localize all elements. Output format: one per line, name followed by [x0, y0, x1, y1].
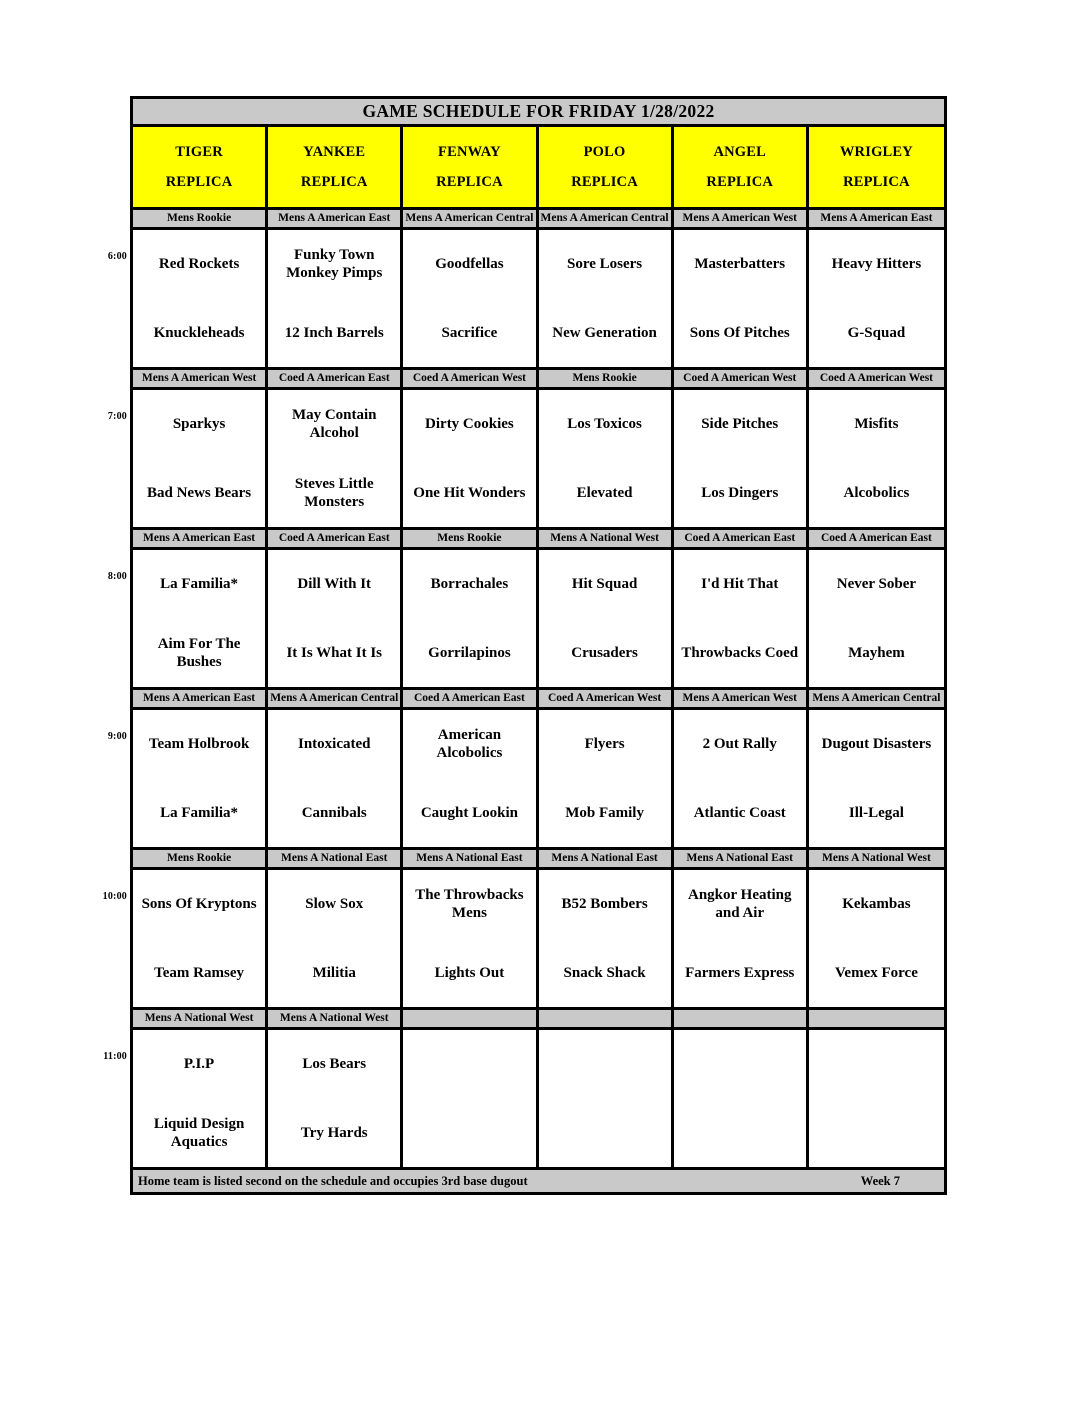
league-label: Mens A National East — [268, 850, 403, 867]
away-team-name: Dill With It — [297, 576, 372, 593]
league-label: Mens A National East — [674, 850, 809, 867]
league-label: Mens A American East — [809, 210, 944, 227]
game-cell — [268, 550, 403, 687]
home-team-name: Try Hards — [300, 1124, 368, 1141]
away-team-name: Kekambas — [842, 896, 911, 913]
game-cell — [674, 1030, 809, 1167]
home-team-name: Sacrifice — [441, 324, 498, 341]
away-team-name: Los Toxicos — [567, 416, 642, 433]
away-team-name — [674, 1030, 806, 1099]
game-cell — [403, 550, 538, 687]
away-team-name: B52 Bombers — [561, 896, 648, 913]
field-name: TIGER — [175, 143, 223, 160]
games-row-700 — [107, 390, 944, 530]
game-cell — [539, 1030, 674, 1167]
away-team-name: May Contain Alcohol — [291, 407, 377, 442]
home-team-name — [403, 1099, 535, 1168]
away-team-name: La Familia* — [160, 576, 239, 593]
field-type: REPLICA — [165, 173, 233, 190]
home-team-name: Steves Little Monsters — [294, 475, 374, 510]
game-cell — [539, 550, 674, 687]
game-cell — [403, 1030, 538, 1167]
field-type: REPLICA — [571, 173, 638, 190]
league-label: Mens A National East — [403, 850, 538, 867]
away-team-name: Team Holbrook — [148, 736, 250, 753]
game-cell — [133, 390, 268, 527]
game-cell — [809, 390, 944, 527]
away-team-name: P.I.P — [183, 1056, 215, 1073]
league-row-700 — [133, 370, 944, 390]
game-cell — [809, 230, 944, 367]
league-row-900 — [133, 690, 944, 710]
field-type: REPLICA — [706, 173, 774, 190]
league-label: Mens A American West — [674, 690, 809, 707]
away-team-name: Dugout Disasters — [821, 736, 932, 753]
time-label: 9:00 — [107, 731, 127, 742]
league-label: Coed A American West — [539, 690, 674, 707]
field-header-fenway — [403, 127, 538, 207]
home-team-name — [674, 1099, 806, 1168]
league-label: Mens A American Central — [809, 690, 944, 707]
home-team-name — [539, 1099, 671, 1168]
league-label: Mens A American West — [133, 370, 268, 387]
game-cell — [403, 390, 538, 527]
home-team-name: Aim For The Bushes — [157, 635, 241, 670]
away-team-name: Los Bears — [302, 1056, 367, 1073]
field-header-polo — [539, 127, 674, 207]
away-team-name: Angkor Heating and Air — [688, 887, 792, 922]
league-label — [539, 1010, 674, 1027]
away-team-name: Masterbatters — [694, 256, 786, 273]
away-team-name: Hit Squad — [571, 576, 638, 593]
game-cell — [133, 230, 268, 367]
league-row-800 — [133, 530, 944, 550]
away-team-name: Flyers — [584, 736, 625, 753]
field-name: ANGEL — [713, 143, 767, 160]
game-cell — [133, 870, 268, 1007]
home-team-name: Farmers Express — [685, 964, 795, 981]
field-header-tiger — [133, 127, 268, 207]
game-cell — [268, 390, 403, 527]
game-cell — [674, 390, 809, 527]
home-team-name: Alcobolics — [843, 484, 910, 501]
league-label: Mens A National West — [539, 530, 674, 547]
game-cell — [809, 1030, 944, 1167]
league-label: Mens Rookie — [133, 850, 268, 867]
away-team-name: I'd Hit That — [701, 576, 779, 593]
field-header-row — [133, 127, 944, 210]
home-team-name: Mob Family — [565, 804, 644, 821]
away-team-name: Borrachales — [430, 576, 509, 593]
home-team-name: Los Dingers — [701, 484, 779, 501]
game-cell — [403, 230, 538, 367]
away-team-name: Sparkys — [172, 416, 226, 433]
league-label: Coed A American East — [268, 530, 403, 547]
home-team-name: Team Ramsey — [154, 964, 244, 981]
league-label — [809, 1010, 944, 1027]
game-cell — [674, 550, 809, 687]
home-team-name: Caught Lookin — [420, 804, 518, 821]
game-cell — [403, 870, 538, 1007]
league-label: Coed A American East — [403, 690, 538, 707]
game-cell — [809, 710, 944, 847]
away-team-name: Intoxicated — [297, 736, 371, 753]
league-label: Coed A American West — [403, 370, 538, 387]
field-name: YANKEE — [303, 143, 366, 160]
home-team-name: Snack Shack — [563, 964, 646, 981]
games-row-600 — [107, 230, 944, 370]
league-label: Mens A American West — [674, 210, 809, 227]
time-label: 11:00 — [103, 1051, 127, 1062]
away-team-name — [403, 1030, 535, 1099]
away-team-name: Funky Town Monkey Pimps — [286, 247, 383, 282]
away-team-name: American Alcobolics — [436, 727, 503, 762]
away-team-name: Sons Of Kryptons — [141, 896, 257, 913]
field-header-angel — [674, 127, 809, 207]
home-team-name: It Is What It Is — [286, 644, 383, 661]
league-label: Mens Rookie — [133, 210, 268, 227]
away-team-name: 2 Out Rally — [702, 736, 777, 753]
away-team-name: Misfits — [854, 416, 899, 433]
home-team-name: One Hit Wonders — [413, 484, 526, 501]
league-label: Coed A American West — [674, 370, 809, 387]
home-team-name: Ill-Legal — [848, 804, 904, 821]
away-team-name: Red Rockets — [158, 256, 240, 273]
games-row-900 — [107, 710, 944, 850]
league-label: Mens A National West — [133, 1010, 268, 1027]
time-label: 7:00 — [107, 411, 127, 422]
field-name: POLO — [583, 143, 626, 160]
league-label: Coed A American West — [809, 370, 944, 387]
league-row-600 — [133, 210, 944, 230]
games-row-1000 — [102, 870, 944, 1010]
game-cell — [403, 710, 538, 847]
game-cell — [133, 550, 268, 687]
game-cell — [268, 1030, 403, 1167]
away-team-name: Slow Sox — [305, 896, 364, 913]
home-team-name: Atlantic Coast — [693, 804, 786, 821]
game-cell — [809, 870, 944, 1007]
home-team-name: 12 Inch Barrels — [284, 324, 384, 341]
field-name: FENWAY — [438, 143, 501, 160]
home-team-name: Crusaders — [571, 644, 638, 661]
league-label: Coed A American East — [809, 530, 944, 547]
game-cell — [133, 710, 268, 847]
footer-bar — [133, 1170, 944, 1192]
away-team-name: Never Sober — [836, 576, 917, 593]
game-cell — [809, 550, 944, 687]
away-team-name: The Throwbacks Mens — [415, 887, 524, 922]
games-row-800 — [107, 550, 944, 690]
week-label: Week 7 — [860, 1173, 900, 1188]
home-team-name: Throwbacks Coed — [681, 644, 799, 661]
game-cell — [539, 390, 674, 527]
game-cell — [674, 230, 809, 367]
home-team-name: Elevated — [576, 484, 633, 501]
league-label — [674, 1010, 809, 1027]
field-type: REPLICA — [436, 173, 503, 190]
field-header-wrigley — [809, 127, 944, 207]
game-cell — [539, 230, 674, 367]
home-team-name: La Familia* — [160, 804, 239, 821]
league-label: Mens A American Central — [403, 210, 538, 227]
home-team-name: Knuckleheads — [153, 324, 245, 341]
league-label: Mens A National West — [268, 1010, 403, 1027]
home-team-name: New Generation — [552, 324, 657, 341]
home-team-name: Mayhem — [848, 644, 905, 661]
league-row-1000 — [133, 850, 944, 870]
league-label: Coed A American East — [268, 370, 403, 387]
away-team-name: Heavy Hitters — [831, 256, 922, 273]
home-team-name: Gorrilapinos — [428, 644, 511, 661]
home-team-name: Cannibals — [301, 804, 367, 821]
league-label: Mens A National West — [809, 850, 944, 867]
home-team-name: Vemex Force — [834, 964, 918, 981]
away-team-name — [539, 1030, 671, 1099]
league-label: Mens Rookie — [539, 370, 674, 387]
league-label: Mens A American Central — [539, 210, 674, 227]
schedule-table — [102, 96, 947, 1195]
home-team-name: Militia — [312, 964, 356, 981]
away-team-name — [809, 1030, 944, 1099]
game-cell — [539, 870, 674, 1007]
away-team-name: Side Pitches — [701, 416, 779, 433]
game-cell — [268, 870, 403, 1007]
league-label — [403, 1010, 538, 1027]
game-cell — [674, 870, 809, 1007]
away-team-name: Goodfellas — [435, 256, 504, 273]
away-team-name: Sore Losers — [567, 256, 643, 273]
page-title: GAME SCHEDULE FOR FRIDAY 1/28/2022 — [133, 99, 944, 127]
footer-note: Home team is listed second on the schedule and occupies 3rd base dugout — [138, 1173, 528, 1188]
game-cell — [268, 230, 403, 367]
away-team-name: Dirty Cookies — [425, 416, 514, 433]
league-row-1100 — [133, 1010, 944, 1030]
league-label: Mens Rookie — [403, 530, 538, 547]
time-label: 10:00 — [102, 891, 127, 902]
game-cell — [133, 1030, 268, 1167]
field-type: REPLICA — [843, 173, 910, 190]
league-label: Coed A American East — [674, 530, 809, 547]
home-team-name: G-Squad — [847, 324, 906, 341]
field-name: WRIGLEY — [839, 143, 913, 160]
home-team-name: Bad News Bears — [146, 484, 252, 501]
field-type: REPLICA — [300, 173, 368, 190]
home-team-name — [809, 1099, 944, 1168]
league-label: Mens A American Central — [268, 690, 403, 707]
league-label: Mens A National East — [539, 850, 674, 867]
game-cell — [539, 710, 674, 847]
league-label: Mens A American East — [133, 530, 268, 547]
games-row-1100 — [103, 1030, 944, 1170]
home-team-name: Sons Of Pitches — [689, 324, 790, 341]
league-label: Mens A American East — [268, 210, 403, 227]
time-label: 6:00 — [107, 251, 127, 262]
home-team-name: Lights Out — [434, 964, 505, 981]
league-label: Mens A American East — [133, 690, 268, 707]
time-label: 8:00 — [107, 571, 127, 582]
field-header-yankee — [268, 127, 403, 207]
game-cell — [268, 710, 403, 847]
home-team-name: Liquid Design Aquatics — [153, 1115, 245, 1150]
game-cell — [674, 710, 809, 847]
